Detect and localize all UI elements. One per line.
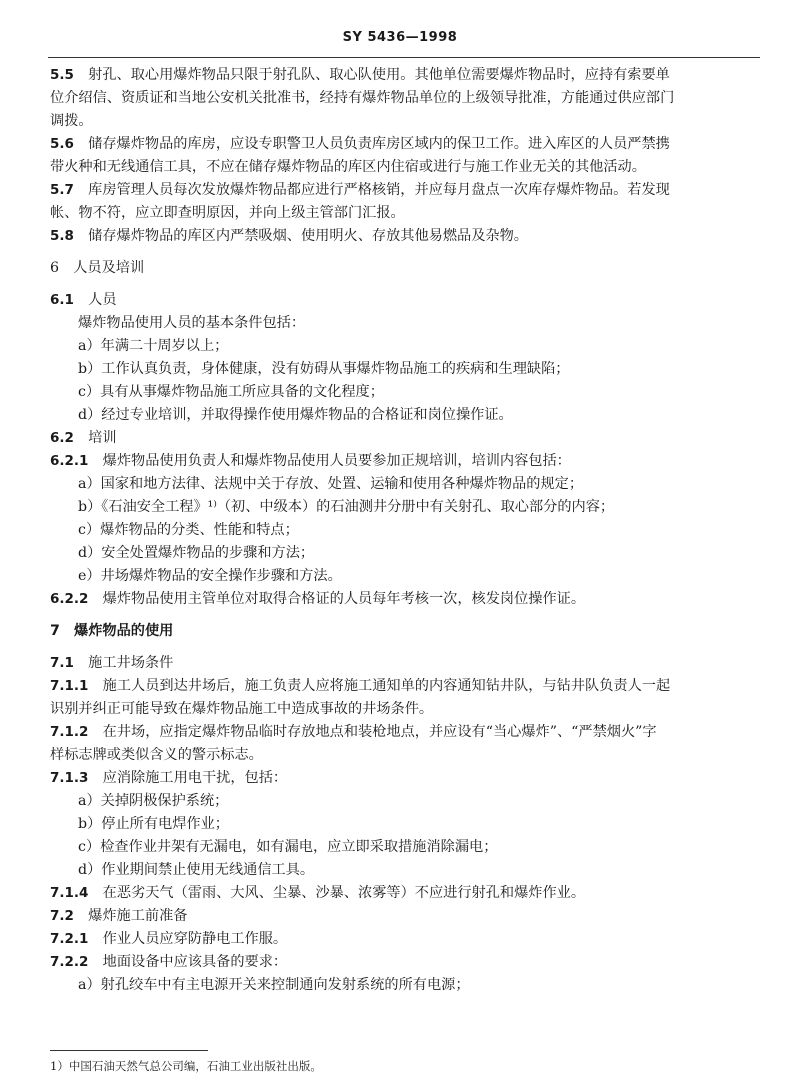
list-item: a）射孔绞车中有主电源开关来控制通向发射系统的所有电源； (78, 977, 470, 993)
clause-5-7 (50, 179, 768, 225)
list-item: b）《石油安全工程》¹⁾（初、中级本）的石油测井分册中有关射孔、取心部分的内容； (78, 499, 615, 515)
list-item: d）作业期间禁止使用无线通信工具。 (78, 862, 315, 878)
clause-text: 爆炸物品使用人员的基本条件包括： (78, 315, 306, 331)
clause-number: 6.2.2 (50, 591, 89, 607)
list-item: c）具有从事爆炸物品施工所应具备的文化程度； (78, 384, 384, 400)
clause-7-1-2 (50, 721, 768, 767)
clause-text: 识别并纠正可能导致在爆炸物品施工中造成事故的井场条件。 (50, 701, 434, 717)
clause-text: 调拨。 (50, 113, 93, 129)
clause-number: 7.1.4 (50, 885, 89, 901)
clause-text: 带火种和无线通信工具，不应在储存爆炸物品的库区内住宿或进行与施工作业无关的其他活动。 (50, 159, 646, 175)
clause-5-8 (50, 225, 768, 248)
clause-number: 6.1 (50, 292, 74, 308)
clause-title: 培训 (88, 430, 117, 446)
clause-text: 储存爆炸物品的库房，应设专职警卫人员负责库房区域内的保卫工作。进入库区的人员严禁携 (88, 136, 670, 152)
clause-text: 射孔、取心用爆炸物品只限于射孔队、取心队使用。其他单位需要爆炸物品时，应持有索要单 (88, 67, 670, 83)
footnote-rule (50, 1050, 208, 1051)
clause-title: 爆炸施工前准备 (88, 908, 188, 924)
clause-title: 施工井场条件 (88, 655, 174, 671)
page-header: SY 5436—1998 (342, 30, 458, 45)
page-content (50, 64, 768, 997)
list-item: d）安全处置爆炸物品的步骤和方法； (78, 545, 315, 561)
clause-text: 应消除施工用电干扰，包括： (102, 770, 288, 786)
clause-number: 6.2.1 (50, 453, 89, 469)
clause-7-1-4 (50, 882, 768, 905)
list-item: a）国家和地方法律、法规中关于存放、处置、运输和使用各种爆炸物品的规定； (78, 476, 584, 492)
clause-number: 5.7 (50, 182, 74, 198)
clause-text: 地面设备中应该具备的要求： (102, 954, 288, 970)
list-item: a）年满二十周岁以上； (78, 338, 229, 354)
footnote: 1）中国石油天然气总公司编，石油工业出版社出版。 (50, 1059, 322, 1073)
clause-number: 5.8 (50, 228, 74, 244)
clause-number: 7.1.3 (50, 770, 89, 786)
list-item: c）检查作业井架有无漏电，如有漏电，应立即采取措施消除漏电； (78, 839, 498, 855)
clause-text: 作业人员应穿防静电工作服。 (102, 931, 288, 947)
clause-7-2-2 (50, 951, 768, 997)
clause-number: 7.2 (50, 908, 74, 924)
list-item: b）停止所有电焊作业； (78, 816, 229, 832)
clause-text: 帐、物不符，应立即查明原因，并向上级主管部门汇报。 (50, 205, 405, 221)
section-heading-7: 7 爆炸物品的使用 (50, 623, 174, 639)
clause-7-1-3 (50, 767, 768, 882)
clause-6-2-1 (50, 450, 768, 588)
clause-number: 6.2 (50, 430, 74, 446)
clause-7-2 (50, 905, 768, 928)
clause-number: 7.2.1 (50, 931, 89, 947)
clause-text: 爆炸物品使用负责人和爆炸物品使用人员要参加正规培训，培训内容包括： (102, 453, 571, 469)
clause-number: 5.5 (50, 67, 74, 83)
clause-text: 在井场，应指定爆炸物品临时存放地点和装枪地点，并应设有“当心爆炸”、“严禁烟火”字 (102, 724, 657, 740)
clause-number: 5.6 (50, 136, 74, 152)
clause-text: 库房管理人员每次发放爆炸物品都应进行严格核销，并应每月盘点一次库存爆炸物品。若发现 (88, 182, 670, 198)
clause-6-2 (50, 427, 768, 450)
clause-title: 人员 (88, 292, 117, 308)
clause-5-6 (50, 133, 768, 179)
clause-text: 施工人员到达井场后，施工负责人应将施工通知单的内容通知钻井队，与钻井队负责人一起 (102, 678, 671, 694)
list-item: c）爆炸物品的分类、性能和特点； (78, 522, 299, 538)
clause-number: 7.1 (50, 655, 74, 671)
clause-6-1 (50, 289, 768, 427)
list-item: d）经过专业培训，并取得操作使用爆炸物品的合格证和岗位操作证。 (78, 407, 513, 423)
list-item: b）工作认真负责，身体健康，没有妨碍从事爆炸物品施工的疾病和生理缺陷； (78, 361, 570, 377)
clause-6-2-2 (50, 588, 768, 611)
clause-text: 储存爆炸物品的库区内严禁吸烟、使用明火、存放其他易燃品及杂物。 (88, 228, 528, 244)
header-rule (48, 57, 760, 58)
clause-text: 位介绍信、资质证和当地公安机关批准书，经持有爆炸物品单位的上级领导批准，方能通过供应部门 (50, 90, 675, 106)
clause-number: 7.1.2 (50, 724, 89, 740)
clause-number: 7.2.2 (50, 954, 89, 970)
clause-7-2-1 (50, 928, 768, 951)
clause-text: 在恶劣天气（雷雨、大风、尘暴、沙暴、浓雾等）不应进行射孔和爆炸作业。 (102, 885, 586, 901)
clause-text: 样标志牌或类似含义的警示标志。 (50, 747, 263, 763)
list-item: e）井场爆炸物品的安全操作步骤和方法。 (78, 568, 342, 584)
clause-number: 7.1.1 (50, 678, 89, 694)
clause-text: 爆炸物品使用主管单位对取得合格证的人员每年考核一次，核发岗位操作证。 (102, 591, 586, 607)
clause-5-5 (50, 64, 768, 133)
clause-7-1-1 (50, 675, 768, 721)
list-item: a）关掉阴极保护系统； (78, 793, 229, 809)
section-heading-6: 6 人员及培训 (50, 260, 145, 276)
clause-7-1 (50, 652, 768, 675)
